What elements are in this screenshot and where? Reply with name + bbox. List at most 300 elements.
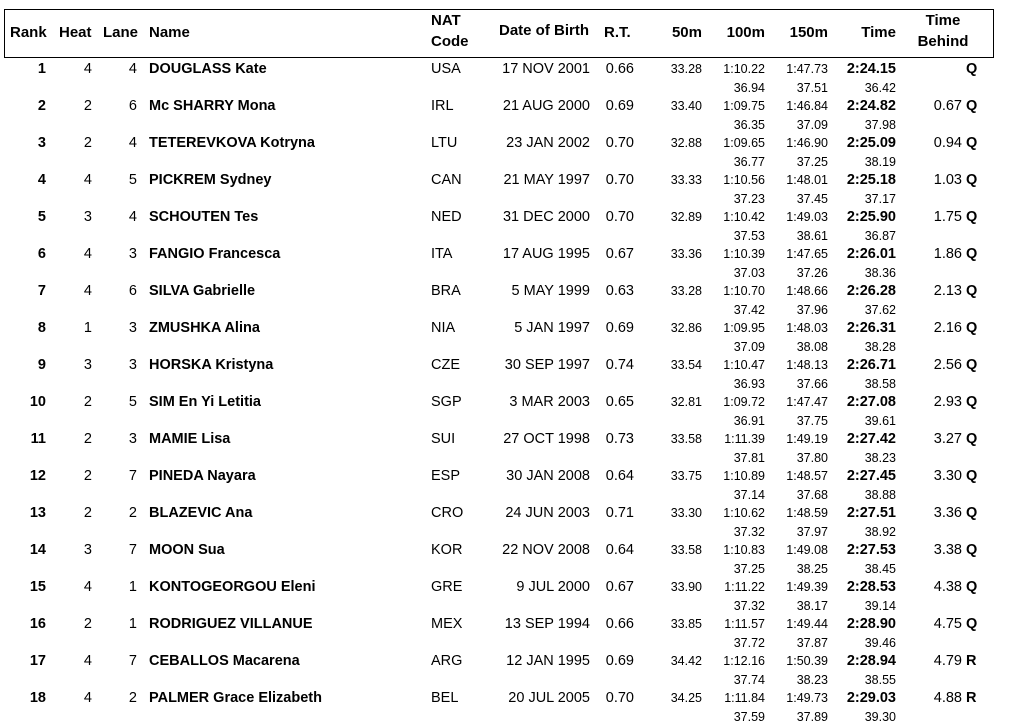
reaction-time-cell: 0.73 <box>605 431 634 447</box>
dob-cell: 12 JAN 1995 <box>506 653 590 669</box>
lap-150m-cell: 38.17 <box>796 599 828 613</box>
header-time-behind-line2: Behind <box>917 33 969 50</box>
time-behind-cell: 1.86 <box>933 246 962 262</box>
name-cell: CEBALLOS Macarena <box>149 653 300 669</box>
lap-100m-cell: 37.14 <box>733 488 765 502</box>
table-row <box>0 356 1024 393</box>
dob-cell: 5 MAY 1999 <box>511 283 590 299</box>
final-time-cell: 2:27.45 <box>846 468 896 484</box>
nat-code-cell: USA <box>431 61 461 77</box>
heat-cell: 2 <box>83 616 92 632</box>
heat-cell: 4 <box>83 283 92 299</box>
split-50m-cell: 33.58 <box>670 543 702 557</box>
lap-150m-cell: 37.87 <box>796 636 828 650</box>
split-100m-cell: 1:12.16 <box>723 654 765 668</box>
lane-cell: 2 <box>128 505 137 521</box>
dob-cell: 20 JUL 2005 <box>508 690 590 706</box>
final-time-cell: 2:27.42 <box>846 431 896 447</box>
nat-code-cell: SUI <box>431 431 456 447</box>
lane-cell: 4 <box>128 209 137 225</box>
heat-cell: 2 <box>83 135 92 151</box>
final-time-cell: 2:25.18 <box>846 172 896 188</box>
split-50m-cell: 32.81 <box>670 395 702 409</box>
split-50m-cell: 33.33 <box>670 173 702 187</box>
name-cell: ZMUSHKA Alina <box>149 320 260 336</box>
split-50m-cell: 33.90 <box>670 580 702 594</box>
lap-150m-cell: 37.51 <box>796 81 828 95</box>
header-rank: Rank <box>10 24 47 41</box>
table-row <box>0 245 1024 282</box>
lap-100m-cell: 36.91 <box>733 414 765 428</box>
qualification-cell: Q <box>966 283 978 299</box>
reaction-time-cell: 0.74 <box>605 357 634 373</box>
split-150m-cell: 1:48.57 <box>786 469 828 483</box>
split-150m-cell: 1:46.84 <box>786 99 828 113</box>
rank-cell: 5 <box>37 209 46 225</box>
reaction-time-cell: 0.64 <box>605 468 634 484</box>
dob-cell: 17 AUG 1995 <box>502 246 590 262</box>
name-cell: MAMIE Lisa <box>149 431 231 447</box>
rank-cell: 6 <box>37 246 46 262</box>
dob-cell: 21 AUG 2000 <box>502 98 590 114</box>
lap-150m-cell: 37.80 <box>796 451 828 465</box>
name-cell: SCHOUTEN Tes <box>149 209 259 225</box>
qualification-cell: Q <box>966 357 978 373</box>
dob-cell: 21 MAY 1997 <box>503 172 590 188</box>
reaction-time-cell: 0.64 <box>605 542 634 558</box>
time-behind-cell: 3.38 <box>933 542 962 558</box>
nat-code-cell: NIA <box>431 320 456 336</box>
name-cell: PINEDA Nayara <box>149 468 256 484</box>
name-cell: TETEREVKOVA Kotryna <box>149 135 315 151</box>
split-50m-cell: 32.86 <box>670 321 702 335</box>
split-100m-cell: 1:11.22 <box>724 580 765 594</box>
reaction-time-cell: 0.70 <box>605 135 634 151</box>
header-100m: 100m <box>726 24 765 41</box>
table-row <box>0 652 1024 689</box>
time-behind-cell: 4.38 <box>933 579 962 595</box>
rank-cell: 11 <box>30 431 46 447</box>
rank-cell: 17 <box>29 653 46 669</box>
rank-cell: 16 <box>29 616 46 632</box>
name-cell: FANGIO Francesca <box>149 246 281 262</box>
lap-100m-cell: 37.81 <box>733 451 765 465</box>
qualification-cell: Q <box>966 135 978 151</box>
lap-200m-cell: 39.30 <box>864 710 896 724</box>
split-50m-cell: 33.75 <box>670 469 702 483</box>
table-row <box>0 541 1024 578</box>
lap-150m-cell: 37.68 <box>796 488 828 502</box>
time-behind-cell: 1.03 <box>933 172 962 188</box>
nat-code-cell: CRO <box>431 505 464 521</box>
split-150m-cell: 1:49.08 <box>786 543 828 557</box>
dob-cell: 17 NOV 2001 <box>502 61 590 77</box>
lane-cell: 3 <box>128 431 137 447</box>
header-time: Time <box>861 24 896 41</box>
reaction-time-cell: 0.67 <box>605 246 634 262</box>
table-row <box>0 319 1024 356</box>
split-50m-cell: 33.28 <box>670 62 702 76</box>
qualification-cell: Q <box>966 61 978 77</box>
lap-150m-cell: 37.75 <box>796 414 828 428</box>
lane-cell: 1 <box>128 579 137 595</box>
nat-code-cell: CZE <box>431 357 460 373</box>
split-150m-cell: 1:46.90 <box>786 136 828 150</box>
lap-200m-cell: 37.17 <box>864 192 896 206</box>
split-50m-cell: 33.85 <box>670 617 702 631</box>
split-150m-cell: 1:48.03 <box>786 321 828 335</box>
lap-150m-cell: 38.08 <box>796 340 828 354</box>
lap-200m-cell: 38.92 <box>864 525 896 539</box>
name-cell: BLAZEVIC Ana <box>149 505 253 521</box>
lap-150m-cell: 37.66 <box>796 377 828 391</box>
reaction-time-cell: 0.70 <box>605 172 634 188</box>
lap-100m-cell: 37.74 <box>733 673 765 687</box>
split-150m-cell: 1:48.13 <box>786 358 828 372</box>
lap-200m-cell: 39.14 <box>864 599 896 613</box>
lap-200m-cell: 38.28 <box>864 340 896 354</box>
split-100m-cell: 1:09.65 <box>723 136 765 150</box>
lane-cell: 4 <box>128 61 137 77</box>
split-50m-cell: 33.28 <box>670 284 702 298</box>
reaction-time-cell: 0.67 <box>605 579 634 595</box>
split-100m-cell: 1:10.39 <box>723 247 765 261</box>
split-100m-cell: 1:11.84 <box>724 691 765 705</box>
split-100m-cell: 1:10.83 <box>723 543 765 557</box>
reaction-time-cell: 0.63 <box>605 283 634 299</box>
split-50m-cell: 34.25 <box>670 691 702 705</box>
header-50m: 50m <box>671 24 702 41</box>
final-time-cell: 2:26.71 <box>846 357 896 373</box>
dob-cell: 13 SEP 1994 <box>504 616 590 632</box>
qualification-cell: Q <box>966 394 978 410</box>
lap-100m-cell: 37.59 <box>733 710 765 724</box>
lap-150m-cell: 37.89 <box>796 710 828 724</box>
split-100m-cell: 1:10.47 <box>723 358 765 372</box>
qualification-cell: Q <box>966 468 978 484</box>
table-row <box>0 504 1024 541</box>
reaction-time-cell: 0.66 <box>605 61 634 77</box>
lap-150m-cell: 38.25 <box>796 562 828 576</box>
nat-code-cell: MEX <box>431 616 463 632</box>
split-50m-cell: 32.89 <box>670 210 702 224</box>
lane-cell: 5 <box>128 172 137 188</box>
qualification-cell: Q <box>966 505 978 521</box>
split-150m-cell: 1:48.59 <box>786 506 828 520</box>
reaction-time-cell: 0.69 <box>605 320 634 336</box>
final-time-cell: 2:28.94 <box>846 653 896 669</box>
nat-code-cell: BEL <box>431 690 459 706</box>
nat-code-cell: LTU <box>431 135 458 151</box>
qualification-cell: Q <box>966 246 978 262</box>
lane-cell: 1 <box>128 616 137 632</box>
final-time-cell: 2:27.51 <box>846 505 896 521</box>
name-cell: DOUGLASS Kate <box>149 61 267 77</box>
qualification-cell: Q <box>966 320 978 336</box>
qualification-cell: Q <box>966 431 978 447</box>
lap-150m-cell: 37.97 <box>796 525 828 539</box>
heat-cell: 2 <box>83 468 92 484</box>
rank-cell: 13 <box>29 505 46 521</box>
lap-100m-cell: 37.53 <box>733 229 765 243</box>
heat-cell: 2 <box>83 505 92 521</box>
table-row <box>0 467 1024 504</box>
lap-200m-cell: 38.55 <box>864 673 896 687</box>
final-time-cell: 2:24.15 <box>846 61 896 77</box>
header-dob: Date of Birth <box>499 22 589 39</box>
lap-100m-cell: 37.32 <box>733 599 765 613</box>
heat-cell: 2 <box>83 394 92 410</box>
table-row <box>0 578 1024 615</box>
name-cell: MOON Sua <box>149 542 225 558</box>
table-row <box>0 615 1024 652</box>
reaction-time-cell: 0.65 <box>605 394 634 410</box>
lap-100m-cell: 37.09 <box>733 340 765 354</box>
lap-100m-cell: 36.94 <box>733 81 765 95</box>
lap-150m-cell: 37.45 <box>796 192 828 206</box>
header-nat-line1: NAT <box>431 12 461 29</box>
final-time-cell: 2:27.53 <box>846 542 896 558</box>
split-150m-cell: 1:49.19 <box>786 432 828 446</box>
lap-100m-cell: 36.77 <box>733 155 765 169</box>
table-row <box>0 393 1024 430</box>
table-row <box>0 430 1024 467</box>
name-cell: Mc SHARRY Mona <box>149 98 276 114</box>
reaction-time-cell: 0.71 <box>605 505 634 521</box>
time-behind-cell: 4.75 <box>933 616 962 632</box>
rank-cell: 10 <box>29 394 46 410</box>
split-100m-cell: 1:09.95 <box>723 321 765 335</box>
qualification-cell: Q <box>966 98 978 114</box>
lane-cell: 7 <box>128 542 137 558</box>
reaction-time-cell: 0.70 <box>605 209 634 225</box>
split-100m-cell: 1:10.22 <box>723 62 765 76</box>
time-behind-cell: 4.88 <box>933 690 962 706</box>
lap-200m-cell: 38.23 <box>864 451 896 465</box>
time-behind-cell: 3.30 <box>933 468 962 484</box>
nat-code-cell: BRA <box>431 283 461 299</box>
heat-cell: 2 <box>83 98 92 114</box>
split-50m-cell: 33.40 <box>670 99 702 113</box>
table-row <box>0 208 1024 245</box>
split-150m-cell: 1:49.39 <box>786 580 828 594</box>
time-behind-cell: 2.13 <box>933 283 962 299</box>
table-row <box>0 689 1024 726</box>
rank-cell: 15 <box>29 579 46 595</box>
time-behind-cell: 0.94 <box>933 135 962 151</box>
nat-code-cell: ITA <box>431 246 453 262</box>
name-cell: PICKREM Sydney <box>149 172 272 188</box>
lap-150m-cell: 37.26 <box>796 266 828 280</box>
split-150m-cell: 1:48.01 <box>786 173 828 187</box>
split-100m-cell: 1:10.70 <box>723 284 765 298</box>
heat-cell: 4 <box>83 653 92 669</box>
qualification-cell: Q <box>966 209 978 225</box>
split-100m-cell: 1:10.89 <box>723 469 765 483</box>
dob-cell: 24 JUN 2003 <box>505 505 590 521</box>
rank-cell: 1 <box>37 61 46 77</box>
name-cell: HORSKA Kristyna <box>149 357 274 373</box>
heat-cell: 4 <box>83 690 92 706</box>
nat-code-cell: GRE <box>431 579 463 595</box>
lap-100m-cell: 37.23 <box>733 192 765 206</box>
rank-cell: 8 <box>37 320 46 336</box>
qualification-cell: R <box>966 690 977 706</box>
split-100m-cell: 1:09.72 <box>723 395 765 409</box>
final-time-cell: 2:26.31 <box>846 320 896 336</box>
split-100m-cell: 1:10.62 <box>723 506 765 520</box>
final-time-cell: 2:26.28 <box>846 283 896 299</box>
split-100m-cell: 1:09.75 <box>723 99 765 113</box>
name-cell: SILVA Gabrielle <box>149 283 256 299</box>
lane-cell: 7 <box>128 653 137 669</box>
qualification-cell: Q <box>966 616 978 632</box>
header-150m: 150m <box>789 24 828 41</box>
split-150m-cell: 1:50.39 <box>786 654 828 668</box>
lap-200m-cell: 38.36 <box>864 266 896 280</box>
final-time-cell: 2:29.03 <box>846 690 896 706</box>
final-time-cell: 2:24.82 <box>846 98 896 114</box>
reaction-time-cell: 0.69 <box>605 98 634 114</box>
lap-200m-cell: 37.98 <box>864 118 896 132</box>
reaction-time-cell: 0.69 <box>605 653 634 669</box>
dob-cell: 9 JUL 2000 <box>516 579 590 595</box>
table-row <box>0 97 1024 134</box>
rank-cell: 9 <box>37 357 46 373</box>
final-time-cell: 2:27.08 <box>846 394 896 410</box>
heat-cell: 4 <box>83 172 92 188</box>
split-50m-cell: 33.36 <box>670 247 702 261</box>
split-100m-cell: 1:10.42 <box>723 210 765 224</box>
dob-cell: 30 SEP 1997 <box>504 357 590 373</box>
heat-cell: 3 <box>83 209 92 225</box>
lap-150m-cell: 37.96 <box>796 303 828 317</box>
rank-cell: 4 <box>37 172 46 188</box>
heat-cell: 2 <box>83 431 92 447</box>
header-lane: Lane <box>103 24 139 41</box>
heat-cell: 3 <box>83 357 92 373</box>
split-50m-cell: 33.30 <box>670 506 702 520</box>
header-nat-line2: Code <box>431 33 469 50</box>
time-behind-cell: 3.27 <box>933 431 962 447</box>
rank-cell: 18 <box>29 690 46 706</box>
lane-cell: 5 <box>128 394 137 410</box>
split-150m-cell: 1:49.73 <box>786 691 828 705</box>
lap-200m-cell: 38.19 <box>864 155 896 169</box>
table-row <box>0 282 1024 319</box>
table-row <box>0 60 1024 97</box>
lap-150m-cell: 37.25 <box>796 155 828 169</box>
split-100m-cell: 1:10.56 <box>723 173 765 187</box>
lane-cell: 6 <box>128 98 137 114</box>
heat-cell: 1 <box>83 320 92 336</box>
nat-code-cell: ARG <box>431 653 463 669</box>
split-150m-cell: 1:49.03 <box>786 210 828 224</box>
qualification-cell: Q <box>966 542 978 558</box>
split-150m-cell: 1:47.47 <box>786 395 828 409</box>
lap-200m-cell: 37.62 <box>864 303 896 317</box>
split-150m-cell: 1:47.65 <box>786 247 828 261</box>
time-behind-cell: 2.16 <box>933 320 962 336</box>
reaction-time-cell: 0.66 <box>605 616 634 632</box>
table-row <box>0 171 1024 208</box>
lane-cell: 3 <box>128 357 137 373</box>
split-150m-cell: 1:49.44 <box>786 617 828 631</box>
nat-code-cell: ESP <box>431 468 461 484</box>
dob-cell: 31 DEC 2000 <box>502 209 590 225</box>
time-behind-cell: 2.93 <box>933 394 962 410</box>
split-100m-cell: 1:11.57 <box>724 617 765 631</box>
rank-cell: 14 <box>29 542 46 558</box>
heat-cell: 4 <box>83 246 92 262</box>
nat-code-cell: CAN <box>431 172 462 188</box>
name-cell: RODRIGUEZ VILLANUE <box>149 616 313 632</box>
split-150m-cell: 1:47.73 <box>786 62 828 76</box>
lap-200m-cell: 39.61 <box>864 414 896 428</box>
final-time-cell: 2:25.90 <box>846 209 896 225</box>
nat-code-cell: IRL <box>431 98 454 114</box>
lap-150m-cell: 37.09 <box>796 118 828 132</box>
lap-200m-cell: 36.42 <box>864 81 896 95</box>
rank-cell: 3 <box>37 135 46 151</box>
dob-cell: 27 OCT 1998 <box>503 431 590 447</box>
header-rt: R.T. <box>604 24 631 41</box>
name-cell: KONTOGEORGOU Eleni <box>149 579 316 595</box>
split-50m-cell: 33.54 <box>670 358 702 372</box>
lap-100m-cell: 36.35 <box>733 118 765 132</box>
qualification-cell: Q <box>966 579 978 595</box>
heat-cell: 3 <box>83 542 92 558</box>
split-100m-cell: 1:11.39 <box>724 432 765 446</box>
time-behind-cell: 3.36 <box>933 505 962 521</box>
lap-100m-cell: 37.03 <box>733 266 765 280</box>
split-150m-cell: 1:48.66 <box>786 284 828 298</box>
lap-100m-cell: 37.32 <box>733 525 765 539</box>
final-time-cell: 2:28.90 <box>846 616 896 632</box>
time-behind-cell: 4.79 <box>933 653 962 669</box>
dob-cell: 23 JAN 2002 <box>506 135 590 151</box>
lap-150m-cell: 38.61 <box>796 229 828 243</box>
split-50m-cell: 33.58 <box>670 432 702 446</box>
final-time-cell: 2:28.53 <box>846 579 896 595</box>
heat-cell: 4 <box>83 61 92 77</box>
dob-cell: 5 JAN 1997 <box>514 320 590 336</box>
rank-cell: 12 <box>29 468 46 484</box>
lane-cell: 3 <box>128 320 137 336</box>
qualification-cell: R <box>966 653 977 669</box>
lane-cell: 7 <box>128 468 137 484</box>
rank-cell: 7 <box>37 283 46 299</box>
final-time-cell: 2:25.09 <box>846 135 896 151</box>
dob-cell: 22 NOV 2008 <box>502 542 590 558</box>
name-cell: PALMER Grace Elizabeth <box>149 690 322 706</box>
lap-100m-cell: 37.42 <box>733 303 765 317</box>
split-50m-cell: 34.42 <box>670 654 702 668</box>
time-behind-cell: 2.56 <box>933 357 962 373</box>
reaction-time-cell: 0.70 <box>605 690 634 706</box>
nat-code-cell: NED <box>431 209 462 225</box>
table-row <box>0 134 1024 171</box>
header-heat: Heat <box>59 24 92 41</box>
lane-cell: 6 <box>128 283 137 299</box>
dob-cell: 3 MAR 2003 <box>509 394 590 410</box>
lap-200m-cell: 38.58 <box>864 377 896 391</box>
header-name: Name <box>149 24 190 41</box>
lap-150m-cell: 38.23 <box>796 673 828 687</box>
lap-100m-cell: 37.72 <box>733 636 765 650</box>
name-cell: SIM En Yi Letitia <box>149 394 261 410</box>
lap-200m-cell: 38.88 <box>864 488 896 502</box>
